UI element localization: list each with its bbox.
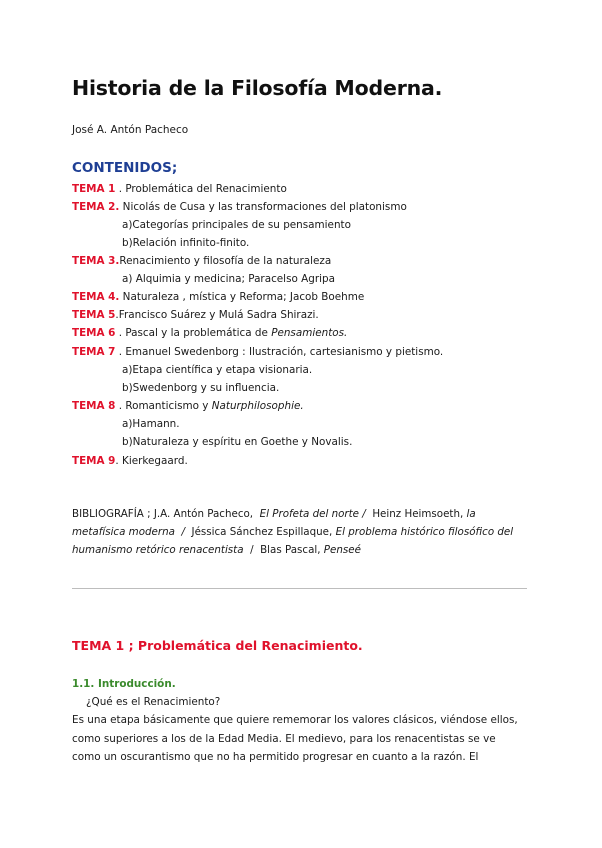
bibliography-line-2: metafísica moderna / Jéssica Sánchez Espillaque, El problema histórico filosófico del (72, 526, 514, 538)
toc-item-6: TEMA 6 . Pascal y la problemática de Pensamientos. (72, 327, 348, 339)
toc-item-4: TEMA 4. Naturaleza , mística y Reforma; Jacob Boehme (72, 291, 365, 303)
body-line: como superiores a los de la Edad Media. El medievo, para los renacentistas se ve (72, 733, 496, 745)
bibliography-line-3: humanismo retórico renacentista / Blas Pascal, Penseé (72, 544, 361, 556)
section-heading: 1.1. Introducción. (72, 678, 176, 690)
tema-1-heading: TEMA 1 ; Problemática del Renacimiento. (72, 638, 363, 653)
toc-item-9: TEMA 9. Kierkegaard. (72, 455, 188, 467)
toc-item-7: TEMA 7 . Emanuel Swedenborg : Ilustración, cartesianismo y pietismo. (72, 346, 444, 358)
document-title: Historia de la Filosofía Moderna. (72, 76, 443, 100)
toc-subitem: a)Etapa científica y etapa visionaria. (122, 364, 313, 376)
toc-subitem: b)Swedenborg y su influencia. (122, 382, 280, 394)
body-line: como un oscurantismo que no ha permitido progresar en cuanto a la razón. El (72, 751, 479, 763)
body-line: Es una etapa básicamente que quiere rememorar los valores clásicos, viéndose ellos, (72, 714, 518, 726)
horizontal-divider (72, 588, 527, 589)
toc-item-2: TEMA 2. Nicolás de Cusa y las transformaciones del platonismo (72, 201, 407, 213)
bibliography-line-1: BIBLIOGRAFÍA ; J.A. Antón Pacheco, El Profeta del norte / Heinz Heimsoeth, la (72, 508, 476, 520)
toc-subitem: a)Categorías principales de su pensamiento (122, 219, 351, 231)
toc-item-8: TEMA 8 . Romanticismo y Naturphilosophie. (72, 400, 304, 412)
question-line: ¿Qué es el Renacimiento? (86, 696, 221, 708)
toc-item-1: TEMA 1 . Problemática del Renacimiento (72, 183, 287, 195)
toc-subitem: a)Hamann. (122, 418, 180, 430)
toc-subitem: a) Alquimia y medicina; Paracelso Agripa (122, 273, 335, 285)
contents-heading: CONTENIDOS; (72, 160, 178, 176)
toc-subitem: b)Naturaleza y espíritu en Goethe y Novalis. (122, 436, 353, 448)
author-name: José A. Antón Pacheco (72, 124, 189, 136)
toc-subitem: b)Relación infinito-finito. (122, 237, 250, 249)
toc-item-3: TEMA 3.Renacimiento y filosofía de la naturaleza (72, 255, 332, 267)
toc-item-5: TEMA 5.Francisco Suárez y Mulá Sadra Shirazi. (72, 309, 319, 321)
